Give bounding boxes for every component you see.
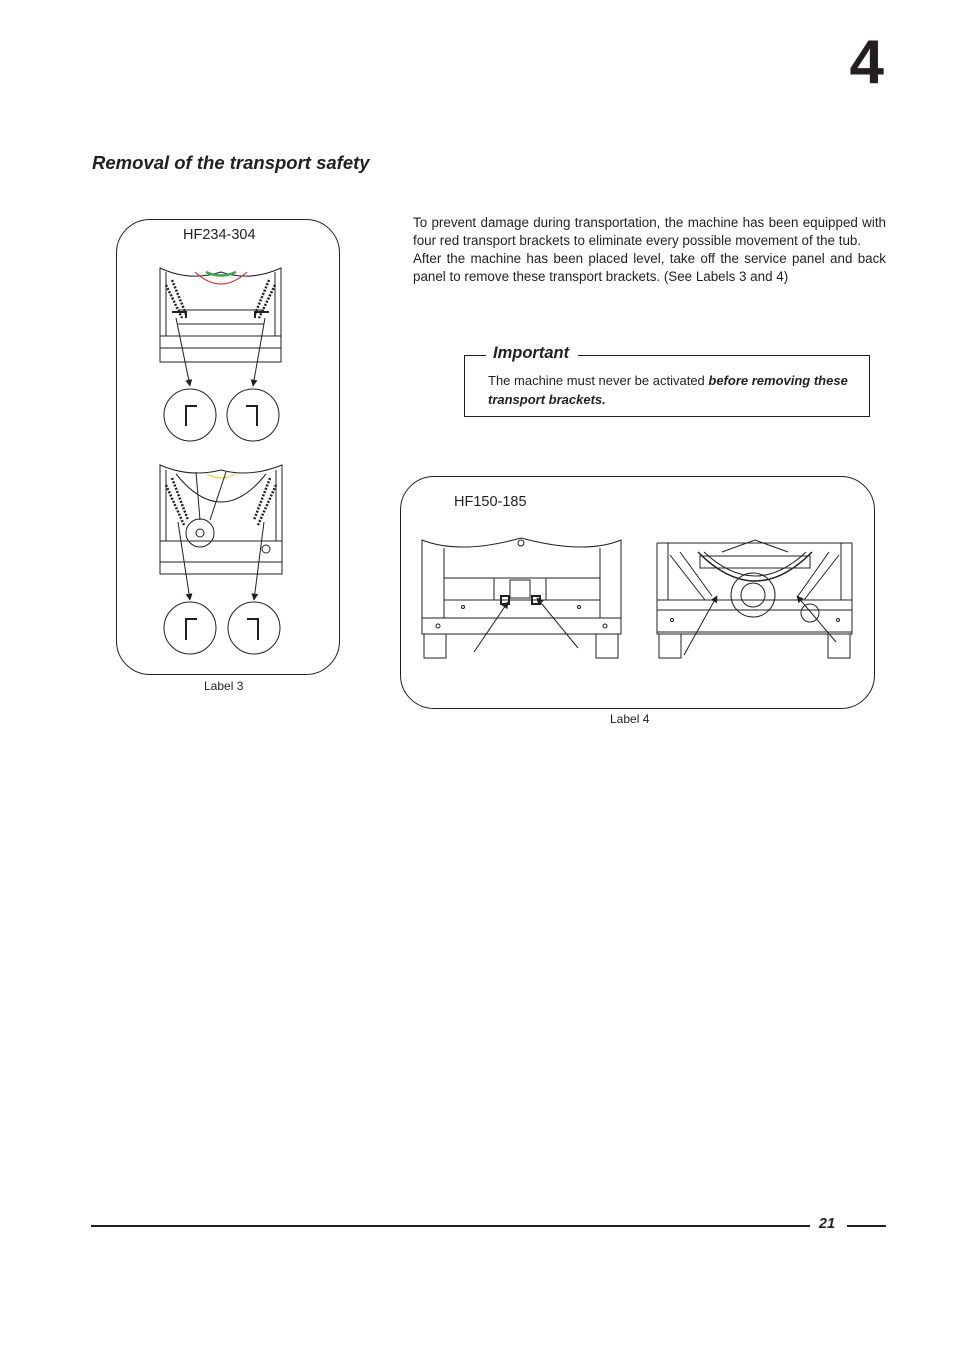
- figure-4-model-label: HF150-185: [454, 494, 527, 510]
- instructions-paragraph: After the machine has been placed level, take off the service panel and back panel to remove these transport brackets. (See Labels 3 and 4): [413, 251, 886, 284]
- bracket-detail-circles-top: [164, 389, 279, 441]
- machine-rear-view-bottom: [160, 465, 282, 574]
- footer-rule-left: [91, 1225, 810, 1227]
- chapter-number: 4: [849, 28, 884, 97]
- machine-hf150-rear-view: [657, 540, 852, 658]
- bracket-leader-arrows-bottom: [178, 522, 264, 600]
- important-text-emphasis: before removing these transport brackets.: [488, 373, 848, 407]
- bracket-leader-arrows-hf150-front: [474, 598, 578, 652]
- important-title: Important: [486, 344, 578, 363]
- important-text-plain: The machine must never be activated: [488, 373, 709, 388]
- instructions-paragraph: To prevent damage during transportation, the machine has been equipped with four red transport brackets to eliminate every possible movement of the tub.: [413, 215, 886, 248]
- bracket-leader-arrows-top: [176, 318, 265, 386]
- figure-3-caption: Label 3: [204, 679, 244, 693]
- page-number: 21: [818, 1216, 836, 1232]
- footer-rule-right: [847, 1225, 886, 1227]
- bracket-detail-circles-bottom: [164, 602, 280, 654]
- figure-4-caption: Label 4: [610, 712, 650, 726]
- section-title: Removal of the transport safety: [92, 152, 370, 173]
- figure-3-model-label: HF234-304: [183, 227, 256, 243]
- machine-hf150-front-view: [422, 538, 621, 658]
- machine-front-view-top: [160, 268, 281, 362]
